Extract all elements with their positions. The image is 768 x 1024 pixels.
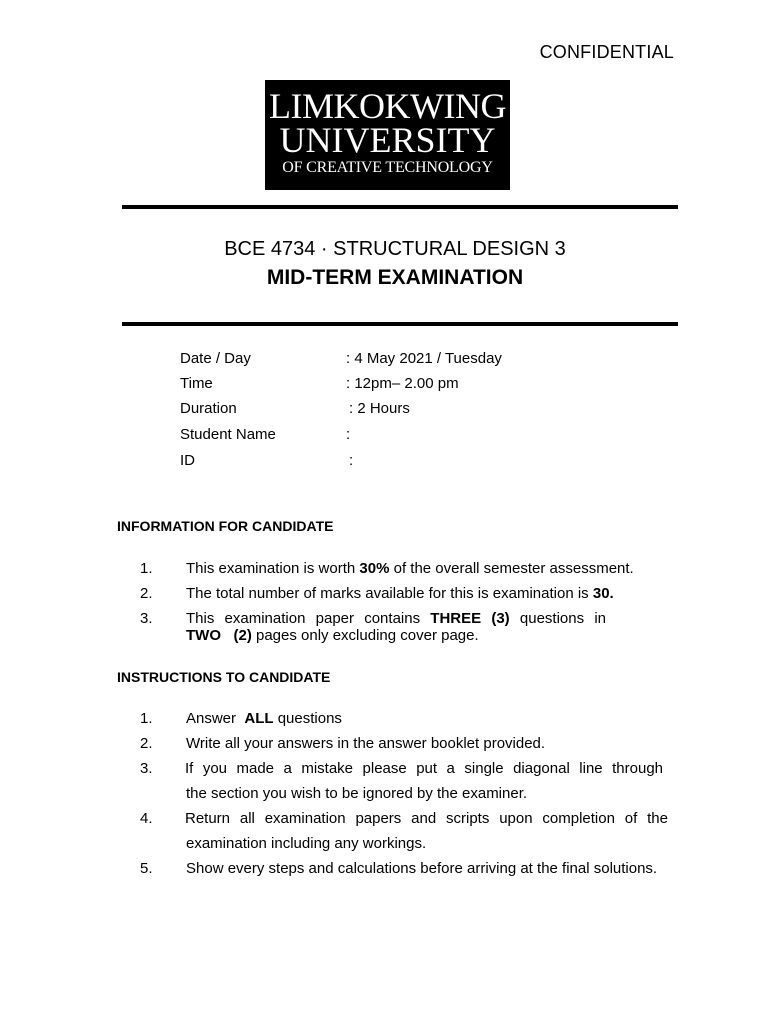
id-label: ID (180, 452, 195, 469)
info-item-2 (186, 585, 670, 602)
info-item-number: 2. (140, 585, 153, 602)
instruction-number: 5. (140, 860, 153, 877)
info-item-text: questions in (509, 610, 606, 627)
instruction-number: 2. (140, 735, 153, 752)
info-item-bold: 30% (359, 560, 390, 577)
info-item-number: 1. (140, 560, 153, 577)
info-item-text: This examination paper contains (186, 610, 431, 627)
university-logo (265, 80, 510, 190)
logo-line-1: LIMKOKWING (269, 86, 506, 126)
time-value: : 12pm– 2.00 pm (346, 375, 459, 392)
student-name-value: : (346, 426, 351, 443)
information-heading: INFORMATION FOR CANDIDATE (117, 518, 334, 534)
top-divider (122, 205, 678, 209)
instructions-heading: INSTRUCTIONS TO CANDIDATE (117, 669, 331, 685)
instruction-text: questions (273, 710, 342, 727)
info-item-1 (186, 560, 670, 577)
info-item-3-line-1 (186, 610, 606, 627)
course-title: BCE 4734 · STRUCTURAL DESIGN 3 (224, 238, 566, 260)
confidential-label: CONFIDENTIAL (539, 42, 674, 62)
date-label: Date / Day (180, 350, 251, 367)
instruction-number: 1. (140, 710, 153, 727)
info-item-bold: 30. (592, 585, 614, 602)
info-item-text: pages only excluding cover page. (251, 627, 479, 644)
info-item-number: 3. (140, 610, 153, 627)
date-value: : 4 May 2021 / Tuesday (346, 350, 502, 367)
bottom-divider (122, 322, 678, 326)
instruction-2: Write all your answers in the answer booklet provided. (186, 735, 546, 752)
logo-line-2: UNIVERSITY (279, 120, 496, 160)
id-value: : (349, 452, 354, 469)
student-name-label: Student Name (180, 426, 276, 443)
info-item-bold: THREE (3) (430, 610, 510, 627)
info-item-text: This examination is worth (186, 560, 360, 577)
instruction-5: Show every steps and calculations before arriving at the final solutions. (186, 860, 658, 877)
logo-line-3: OF CREATIVE TECHNOLOGY (282, 159, 493, 176)
instruction-number: 3. (140, 760, 153, 777)
duration-value: : 2 Hours (349, 400, 410, 417)
duration-label: Duration (180, 400, 237, 417)
time-label: Time (180, 375, 213, 392)
instruction-4-line-1: Return all examination papers and scripts upon completion of the (185, 810, 668, 827)
info-item-text: The total number of marks available for this is examination is (186, 585, 593, 602)
instruction-bold: ALL (244, 710, 274, 727)
instruction-4-line-2: examination including any workings. (186, 835, 427, 852)
info-item-bold: TWO (2) (186, 627, 252, 644)
instruction-number: 4. (140, 810, 153, 827)
instruction-3-line-2: the section you wish to be ignored by the examiner. (186, 785, 528, 802)
instruction-3-line-1: If you made a mistake please put a single diagonal line through (185, 760, 663, 777)
info-item-text: of the overall semester assessment. (389, 560, 634, 577)
info-item-3-line-2 (186, 627, 670, 644)
instruction-text: Answer (186, 710, 245, 727)
instruction-1 (186, 710, 670, 727)
exam-title: MID-TERM EXAMINATION (266, 266, 524, 289)
